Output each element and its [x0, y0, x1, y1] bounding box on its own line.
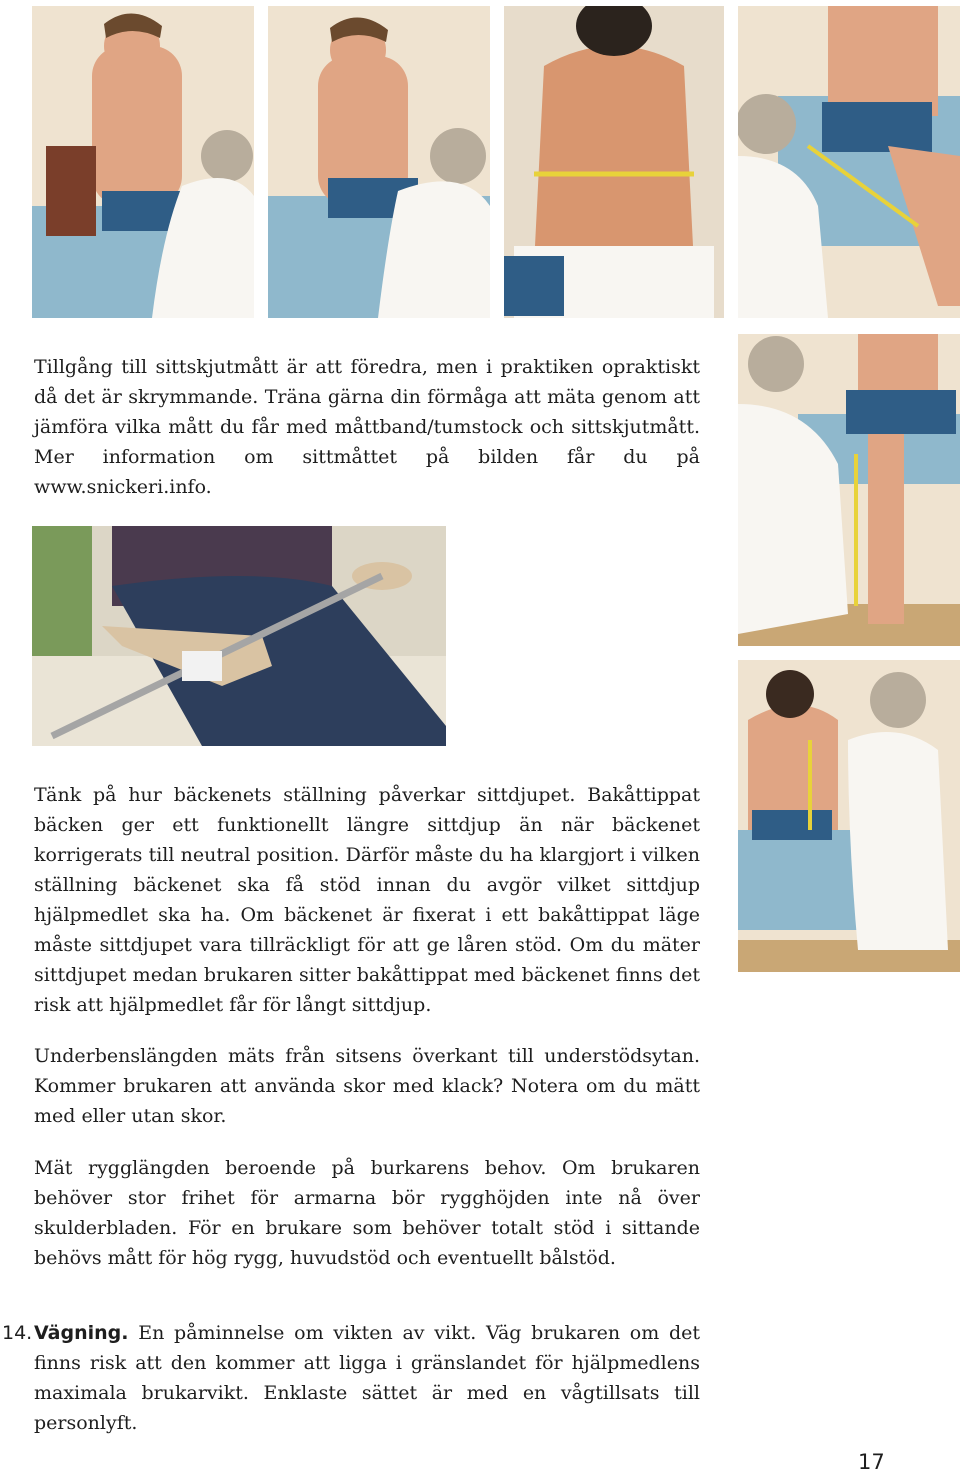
paragraph-underbenslangd: Underbenslängden mäts från sitsens överkant till understödsytan. Kommer brukaren att använda skor med klack? Notera om du mätt med eller utan skor.: [34, 1045, 700, 1127]
paragraph-sittskjutmatt: Tillgång till sittskjutmått är att föredra, men i praktiken opraktiskt då det är skrymmande. Träna gärna din förmåga att mäta genom att jämföra vilka mått du får med måttband/tumstock och sittskjutmått. Mer information om sittmåttet på bilden får du på www.snickeri.info.: [34, 356, 700, 498]
page-number: 17: [858, 1450, 885, 1474]
photo-back-height-measurement: [738, 660, 960, 972]
photo-leg-measurement-top: [738, 6, 960, 318]
list-item-lead: Vägning.: [34, 1322, 129, 1344]
list-item-number: 14.: [2, 1322, 33, 1344]
paragraph-rygglangd: Mät rygglängden beroende på burkarens behov. Om brukaren behöver stor frihet för armarna bör rygghöjden inte nå över skulderbladen. För en brukare som behöver totalt stöd i sittande behövs mått för hög rygg, huvudstöd och eventuellt bålstöd.: [34, 1157, 700, 1269]
photo-sitting-gauge-closeup: [32, 526, 446, 746]
list-item-text: En påminnelse om vikten av vikt. Väg brukaren om det finns risk att den kommer att ligga i gränslandet för hjälpmedlens maximala brukarvikt. Enklaste sättet är med en vågtillsats till personlyft.: [34, 1322, 700, 1434]
photo-back-width-measurement: [504, 6, 724, 318]
photo-thigh-measurement: [268, 6, 490, 318]
list-item-vagning: [34, 1318, 700, 1438]
photo-sitting-depth-gauge: [32, 6, 254, 318]
photo-lower-leg-measurement: [738, 334, 960, 646]
paragraph-backenet: Tänk på hur bäckenets ställning påverkar sittdjupet. Bakåttippat bäcken ger ett funktionellt längre sittdjup än när bäckenet korrigerats till neutral position. Därför måste du ha klargjort i vilken ställning bäckenet ska få stöd innan du avgör vilket sittdjup hjälpmedlet ska ha. Om bäckenet är fixerat i ett bakåttippat läge måste sittdjupet vara tillräckligt för att ge låren stöd. Om du mäter sittdjupet medan brukaren sitter bakåttippat med bäckenet finns det risk att hjälpmedlet får för långt sittdjup.: [34, 784, 700, 1016]
